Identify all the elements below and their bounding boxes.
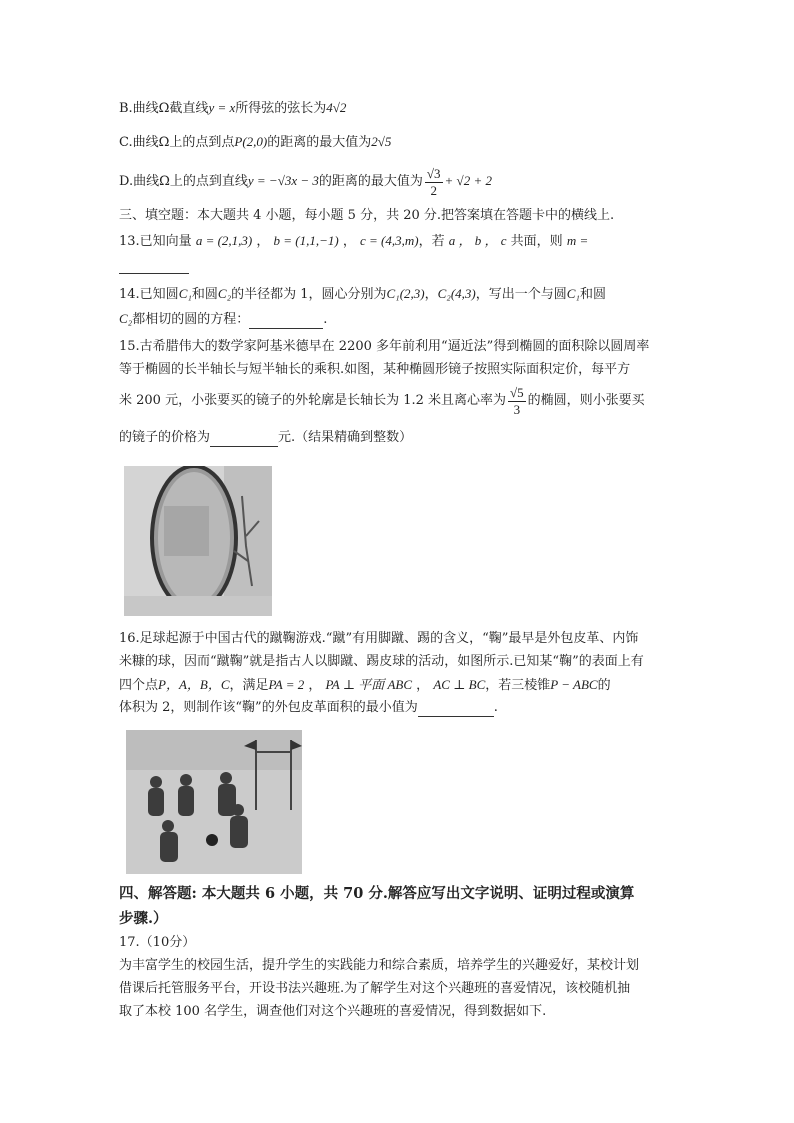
q12-optd-tail: + √2 + 2 (444, 173, 492, 188)
q13-vector-c: c = (4,3,m) (360, 233, 419, 248)
q15-text-4: 的镜子的价格为 (119, 430, 211, 445)
q17-line3: 取了本校 100 名学生，调查他们对这个兴趣班的喜爱情况，得到数据如下. (119, 1004, 547, 1019)
q16-mid: ，满足 (229, 678, 269, 693)
q14-line2: C₂都相切的圆的方程： . (119, 311, 328, 327)
q12-optb-mid: 所得弦的弦长为 (235, 101, 327, 116)
q14-line1: 14.已知圆C₁和圆C₂的半径都为 1，圆心分别为C₁(2,3)，C₂(4,3)，写出一个与圆C₁和圆 (119, 286, 606, 302)
section4-header-line1: 四、解答题: 本大题共 6 小题，共 70 分.解答应写出文字说明、证明过程或演算 (119, 885, 635, 902)
q15-line4 (119, 429, 412, 447)
q16-text-3: 四个点 (119, 678, 159, 693)
q13-tail: 共面，则 (510, 234, 563, 249)
q16-line2: 米糠的球，因而“蹴鞠”就是指古人以脚蹴、踢皮球的活动，如图所示.已知某“鞠”的表面上有 (119, 654, 644, 669)
q16-line4: 体积为 2，则制作该“鞠”的外包皮革面积的最小值为 . (119, 700, 498, 715)
mirror-illustration (124, 466, 272, 616)
q15-line3 (119, 384, 645, 418)
q15-num: √5 (510, 384, 524, 400)
q12-optc-text: C.曲线Ω上的点到点 (119, 135, 235, 150)
q12-optd-den: 2 (430, 182, 437, 198)
q12-optb-line: y = x (208, 100, 236, 115)
q16-end: 的 (597, 678, 611, 693)
q15-text-3b: 的椭圆，则小张要买 (527, 393, 645, 408)
section4-header-line2: 步骤.） (119, 910, 168, 927)
q14-c2b: C₂ (119, 311, 133, 326)
q16-post: ，若三棱锥 (485, 678, 551, 693)
cuju-illustration (126, 730, 302, 874)
q15-line1: 15.古希腊伟大的数学家阿基米德早在 2200 多年前利用“逼近法”得到椭圆的面积除以圆周率 (119, 339, 650, 354)
q12-optc-mid: 的距离的最大值为 (267, 135, 372, 150)
q12-option-c (119, 133, 391, 152)
q17-label: 17.（10分） (119, 935, 196, 950)
q16-points: P，A，B，C (158, 677, 230, 692)
q15-line2: 等于椭圆的长半轴长与短半轴长的乘积.如图，某种椭圆形镜子按照实际面积定价，每平方 (119, 362, 631, 377)
q14-c1b: C₁ (566, 286, 580, 301)
q14-text-a: 和圆 (191, 287, 218, 302)
q13-m: m = (566, 233, 589, 248)
q16-line3: 四个点P，A，B，C，满足PA = 2 ， PA ⊥ 平面 ABC ， AC ⊥ BC，若三棱锥P − ABC的 (119, 677, 611, 693)
q14-text-b: 的半径都为 1，圆心分别为 (231, 287, 387, 302)
q17-line1: 为丰富学生的校园生活，提升学生的实践能力和综合素质，培养学生的兴趣爱好，某校计划 (119, 958, 640, 973)
mirror-photo (124, 466, 272, 616)
q16-ac-bc: AC ⊥ BC (433, 677, 486, 692)
q15-den: 3 (513, 401, 521, 417)
q15-text-3: 米 200 元，小张要买的镜子的外轮廓是长轴长为 1.2 米且离心率为 (119, 393, 507, 408)
q15-fraction (508, 385, 526, 417)
q12-optd-text: D.曲线Ω上的点到直线 (119, 174, 248, 189)
q12-optc-point: P(2,0) (234, 134, 268, 149)
q13-answer-blank[interactable] (119, 256, 189, 274)
q13-vector-a: a = (2,1,3) (195, 233, 253, 248)
q13-mid: ，若 (418, 234, 445, 249)
q12-optd-num: √3 (426, 165, 441, 181)
q15-text-4b: 元.（结果精确到整数） (278, 430, 413, 445)
q12-optc-value: 2√5 (371, 134, 392, 149)
q15-answer-blank[interactable] (210, 432, 278, 447)
cuju-painting (126, 730, 302, 874)
q12-optb-value: 4√2 (326, 100, 347, 115)
q13-text: 13.已知向量 (119, 234, 192, 249)
q14-answer-blank[interactable] (249, 314, 323, 329)
q14-text: 14.已知圆 (119, 287, 179, 302)
q14-c2: C₂ (217, 286, 232, 301)
q16-perp: PA ⊥ 平面 ABC (325, 677, 413, 692)
q13-vectors: a ， b ， c (448, 233, 507, 248)
q12-optd-line: y = −√3x − 3 (247, 173, 319, 188)
q16-text-4: 体积为 2，则制作该“鞠”的外包皮革面积的最小值为 (119, 700, 418, 715)
q13-line1: 13.已知向量 a = (2,1,3) ， b = (1,1,−1) ， c = (4,3,m)，若 a ， b ， c 共面，则 m = (119, 233, 589, 249)
q14-c1: C₁ (178, 286, 192, 301)
q13-vector-b: b = (1,1,−1) (273, 233, 339, 248)
q14-c1-point: C₁(2,3) (386, 286, 425, 301)
q14-text-c: ，写出一个与圆 (475, 287, 567, 302)
q16-line1: 16.足球起源于中国古代的蹴鞠游戏.“蹴”有用脚蹴、踢的含义，“鞠”最早是外包皮革、内饰 (119, 631, 639, 646)
section3-header: 三、填空题：本大题共 4 小题，每小题 5 分，共 20 分.把答案填在答题卡中的横线上. (119, 208, 615, 223)
q12-option-d (119, 164, 492, 199)
q12-optd-mid: 的距离的最大值为 (318, 174, 423, 189)
q14-text-d: 和圆 (579, 287, 606, 302)
q12-option-b (119, 99, 346, 118)
q14-c2-point: C₂(4,3) (437, 286, 476, 301)
q16-pa: PA = 2 (268, 677, 305, 692)
q16-pabc: P − ABC (550, 677, 598, 692)
q17-line2: 借课后托管服务平台，开设书法兴趣班.为了解学生对这个兴趣班的喜爱情况，该校随机抽 (119, 981, 631, 996)
q16-answer-blank[interactable] (418, 702, 494, 717)
q12-optb-text: B.曲线Ω截直线 (119, 101, 209, 116)
q12-optd-fraction (425, 166, 443, 198)
q14-text-2: 都相切的圆的方程： (132, 312, 250, 327)
